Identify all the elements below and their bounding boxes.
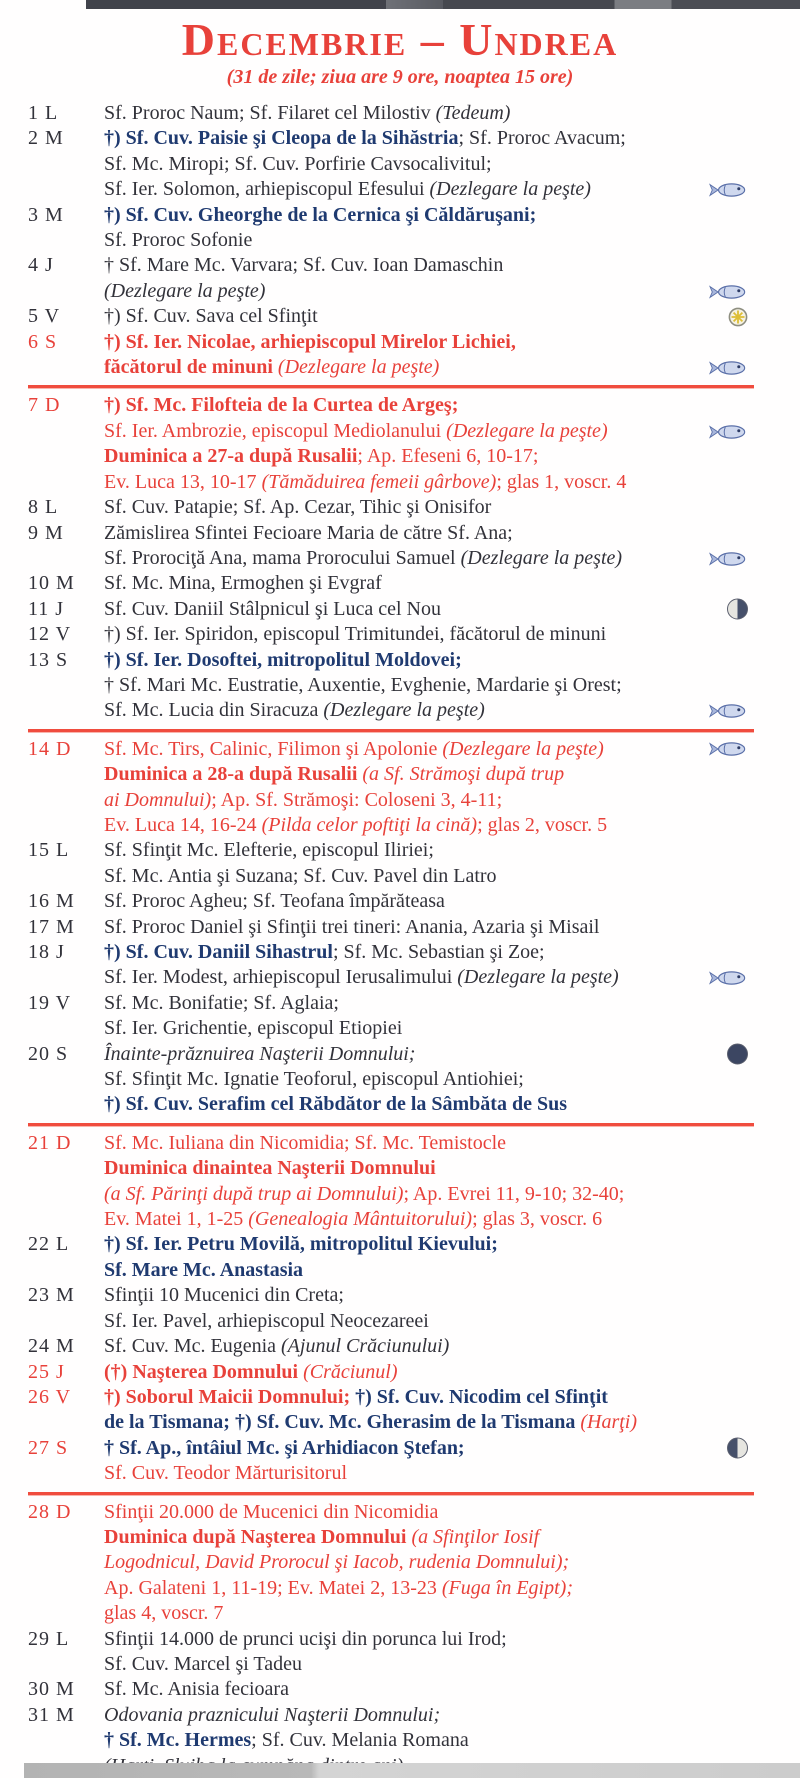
scan-edge-top xyxy=(86,0,800,9)
day-row xyxy=(28,393,788,495)
day-line xyxy=(104,1461,788,1486)
text-segment: ; Sf. Proroc Avacum; xyxy=(458,127,626,150)
day-line xyxy=(104,1258,788,1283)
day-row xyxy=(28,1131,788,1233)
day-row xyxy=(28,126,788,202)
day-label: 4 J xyxy=(28,254,54,277)
text-segment: †) Sf. Cuv. Sava cel Sfinţit xyxy=(104,305,318,328)
scan-edge-bottom xyxy=(24,1763,800,1778)
day-row xyxy=(28,203,788,254)
text-segment: (Dezlegare la peşte) xyxy=(460,546,623,569)
day-line xyxy=(104,965,788,990)
day-line xyxy=(104,571,788,596)
day-line xyxy=(104,1410,788,1435)
text-segment: Sf. Ier. Modest, arhiepiscopul Ierusalimului xyxy=(104,966,458,989)
day-label: 16 M xyxy=(28,890,75,913)
text-segment: Ev. Luca 14, 16-24 xyxy=(104,813,262,836)
day-line xyxy=(104,622,788,647)
sunday-separator xyxy=(28,385,754,388)
day-line xyxy=(104,203,788,228)
day-label: 27 S xyxy=(28,1436,69,1459)
text-segment: Sf. Cuv. Teodor Mărturisitorul xyxy=(104,1462,348,1485)
day-row xyxy=(28,1334,788,1359)
text-segment: Sf. Sfinţit Mc. Elefterie, episcopul Iliriei; xyxy=(104,839,434,862)
text-segment: Ap. Galateni 1, 11-19; Ev. Matei 2, 13-23 xyxy=(104,1576,442,1599)
text-segment: Sf. Mc. Lucia din Siracuza xyxy=(104,699,324,722)
day-label: 17 M xyxy=(28,915,75,938)
day-line xyxy=(104,915,788,940)
day-line xyxy=(104,673,788,698)
day-line xyxy=(104,813,788,838)
text-segment: Sfinţii 20.000 de Mucenici din Nicomidia xyxy=(104,1500,439,1523)
text-segment: (Fuga în Egipt); xyxy=(441,1576,573,1599)
text-segment: Sf. Sfinţit Mc. Ignatie Teoforul, episcopul Antiohiei; xyxy=(104,1068,524,1091)
day-label: 23 M xyxy=(28,1284,75,1307)
day-line xyxy=(104,864,788,889)
text-segment: (Dezlegare la peşte) xyxy=(323,699,485,722)
last-quarter-moon-icon xyxy=(727,1438,748,1459)
day-line xyxy=(104,1525,788,1550)
sunday-separator xyxy=(28,729,754,732)
day-line xyxy=(104,177,788,202)
day-line xyxy=(104,253,788,278)
day-line xyxy=(104,444,788,469)
day-row xyxy=(28,304,788,329)
dezlegare-la-peste-fish-icon xyxy=(708,550,748,568)
text-segment: ; Sf. Cuv. Melania Romana xyxy=(251,1729,469,1752)
first-quarter-moon-icon xyxy=(727,599,748,620)
text-segment: ; Ap. Evrei 11, 9-10; 32-40; xyxy=(403,1182,625,1205)
text-segment: †) Sf. Mc. Filofteia de la Curtea de Argeş; xyxy=(104,394,459,417)
day-row xyxy=(28,1500,788,1627)
day-line xyxy=(104,521,788,546)
text-segment: ; Ap. Efeseni 6, 10-17; xyxy=(357,445,539,468)
day-line xyxy=(104,1207,788,1232)
text-segment: †) Sf. Ier. Petru Movilă, mitropolitul Kievului; xyxy=(104,1233,498,1256)
text-segment: † Sf. Mari Mc. Eustratie, Auxentie, Evghenie, Mardarie şi Orest; xyxy=(104,673,622,696)
day-line xyxy=(104,1677,788,1702)
dezlegare-la-peste-fish-icon xyxy=(708,359,748,377)
text-segment: ; Sf. Mc. Sebastian şi Zoe; xyxy=(332,941,545,963)
day-list xyxy=(0,101,800,1778)
text-segment: Sfinţii 14.000 de prunci ucişi din porunca lui Irod; xyxy=(104,1627,507,1650)
dezlegare-la-peste-fish-icon xyxy=(708,423,748,441)
day-line xyxy=(104,1385,788,1410)
calendar-header xyxy=(0,0,800,89)
day-line xyxy=(104,1283,788,1308)
day-label: 8 L xyxy=(28,496,59,519)
dezlegare-la-peste-fish-icon xyxy=(708,740,748,758)
day-line xyxy=(104,126,788,151)
sunday-separator xyxy=(28,1492,754,1495)
text-segment: ai Domnului) xyxy=(104,788,212,811)
text-segment: de la Tismana; †) Sf. Cuv. Mc. Gherasim de la Tismana xyxy=(104,1411,581,1434)
text-segment: Sf. Proroc Agheu; Sf. Teofana împărăteasa xyxy=(104,890,445,913)
day-label: 31 M xyxy=(28,1703,75,1726)
dezlegare-la-peste-fish-icon xyxy=(708,283,748,301)
day-line xyxy=(104,546,788,571)
day-line xyxy=(104,1703,788,1728)
day-row xyxy=(28,495,788,520)
day-row xyxy=(28,101,788,126)
text-segment: Sf. Cuv. Daniil Stâlpnicul şi Luca cel Nou xyxy=(104,597,441,620)
text-segment: (Dezlegare la peşte) xyxy=(429,178,591,201)
day-label: 9 M xyxy=(28,521,64,544)
text-segment: Înainte-prăznuirea Naşterii Domnului; xyxy=(104,1042,416,1065)
text-segment: Sf. Mc. Mina, Ermoghen şi Evgraf xyxy=(104,572,382,595)
day-line xyxy=(104,330,788,355)
text-segment: † Sf. Mare Mc. Varvara; Sf. Cuv. Ioan Damaschin xyxy=(104,254,504,277)
text-segment: (Tămăduirea femeii gârbove) xyxy=(261,470,497,493)
day-label: 21 D xyxy=(28,1131,72,1154)
text-segment: făcătorul de minuni xyxy=(104,356,278,379)
day-line xyxy=(104,648,788,673)
text-segment: (Pilda celor poftiţi la cină) xyxy=(261,813,478,836)
text-segment: Sf. Mc. Anisia fecioara xyxy=(104,1678,289,1701)
text-segment: (Genealogia Mântuitorului) xyxy=(248,1208,473,1231)
text-segment: Sf. Ier. Grichentie, episcopul Etiopiei xyxy=(104,1017,403,1040)
text-segment: (Dezlegare la peşte) xyxy=(446,419,608,442)
day-label: 12 V xyxy=(28,623,72,646)
text-segment: †) Soborul Maicii Domnului; xyxy=(104,1385,356,1408)
day-line xyxy=(104,152,788,177)
text-segment: (Ajunul Crăciunului) xyxy=(281,1335,450,1358)
day-line xyxy=(104,1627,788,1652)
day-line xyxy=(104,1156,788,1181)
text-segment: Sf. Proroc Sofonie xyxy=(104,229,253,252)
text-segment: †) Sf. Cuv. Serafim cel Răbdător de la Sâmbăta de Sus xyxy=(104,1093,567,1116)
day-label: 15 L xyxy=(28,839,70,862)
text-segment: (Harţi) xyxy=(580,1411,638,1434)
text-segment: Duminica după Naşterea Domnului xyxy=(104,1525,412,1548)
text-segment: (a Sf. Strămoşi după trup xyxy=(362,763,565,786)
text-segment: Sf. Proroc Daniel şi Sfinţii trei tineri: Anania, Azaria şi Misail xyxy=(104,915,600,938)
day-line xyxy=(104,228,788,253)
text-segment: Ev. Matei 1, 1-25 xyxy=(104,1208,249,1231)
text-segment: (Crăciunul) xyxy=(303,1360,398,1383)
text-segment: Sf. Mc. Miropi; Sf. Cuv. Porfirie Cavsocalivitul; xyxy=(104,152,492,175)
text-segment: Zămislirea Sfintei Fecioare Maria de către Sf. Ana; xyxy=(104,521,513,544)
text-segment: †) Sf. Ier. Nicolae, arhiepiscopul Mirelor Lichiei, xyxy=(104,330,516,353)
day-label: 6 S xyxy=(28,330,58,353)
day-label: 30 M xyxy=(28,1678,75,1701)
day-line xyxy=(104,737,788,762)
day-line xyxy=(104,1728,788,1753)
day-line xyxy=(104,495,788,520)
text-segment: Logodnicul, David Prorocul şi Iacob, rudenia Domnului); xyxy=(104,1551,570,1574)
day-label: 7 D xyxy=(28,394,61,417)
text-segment: Sf. Cuv. Marcel şi Tadeu xyxy=(104,1652,303,1675)
text-segment: Sf. Proroc Naum; Sf. Filaret cel Milostiv xyxy=(104,102,436,124)
day-label: 18 J xyxy=(28,941,65,963)
text-segment: ; glas 1, voscr. 4 xyxy=(496,470,627,493)
text-segment: (Dezlegare la peşte) xyxy=(277,356,440,379)
day-line xyxy=(104,597,788,622)
day-row xyxy=(28,991,788,1042)
day-line xyxy=(104,1182,788,1207)
text-segment: † Sf. Ap., întâiul Mc. şi Arhidiacon Ştefan; xyxy=(104,1436,465,1459)
text-segment: †) Sf. Ier. Spiridon, episcopul Trimitundei, făcătorul de minuni xyxy=(104,623,607,646)
text-segment: ; glas 2, voscr. 5 xyxy=(477,813,608,836)
text-segment: Sf. Mc. Antia şi Suzana; Sf. Cuv. Pavel din Latro xyxy=(104,864,497,887)
day-row xyxy=(28,1360,788,1385)
text-segment: Sf. Prorociţă Ana, mama Prorocului Samuel xyxy=(104,546,461,569)
day-line xyxy=(104,1576,788,1601)
day-line xyxy=(104,1436,788,1461)
text-segment: (Dezlegare la peşte) xyxy=(457,966,619,989)
day-line xyxy=(104,1309,788,1334)
day-line xyxy=(104,1232,788,1257)
day-line xyxy=(104,889,788,914)
day-line xyxy=(104,419,788,444)
text-segment: Sf. Mare Mc. Anastasia xyxy=(104,1258,304,1281)
day-line xyxy=(104,101,788,126)
day-line xyxy=(104,1500,788,1525)
day-row xyxy=(28,737,788,839)
dezlegare-la-peste-fish-icon xyxy=(708,181,748,199)
day-line xyxy=(104,304,788,329)
day-row xyxy=(28,1677,788,1702)
day-label: 13 S xyxy=(28,648,69,671)
text-segment: (Dezlegare la peşte) xyxy=(442,737,604,760)
day-row xyxy=(28,1232,788,1283)
day-line xyxy=(104,470,788,495)
day-row xyxy=(28,889,788,914)
day-line xyxy=(104,1016,788,1041)
day-row xyxy=(28,1042,788,1118)
day-row xyxy=(28,571,788,596)
day-row xyxy=(28,622,788,647)
day-label: 20 S xyxy=(28,1042,69,1065)
day-row xyxy=(28,1385,788,1436)
day-label: 11 J xyxy=(28,597,65,620)
day-row xyxy=(28,1627,788,1678)
day-row xyxy=(28,915,788,940)
day-line xyxy=(104,838,788,863)
day-line xyxy=(104,1360,788,1385)
page-subtitle: (31 de zile; ziua are 9 ore, noaptea 15 ore) xyxy=(226,66,574,88)
text-segment: † Sf. Mc. Hermes xyxy=(104,1729,252,1752)
day-label: 14 D xyxy=(28,737,72,760)
text-segment: Duminica a 28-a după Rusalii xyxy=(104,763,363,786)
text-segment: glas 4, voscr. 7 xyxy=(104,1602,224,1625)
day-line xyxy=(104,940,788,965)
page-title: Decembrie – Undrea xyxy=(181,14,619,65)
day-line xyxy=(104,788,788,813)
day-line xyxy=(104,1092,788,1117)
day-line xyxy=(104,279,788,304)
day-label: 19 V xyxy=(28,991,72,1014)
text-segment: Sf. Mc. Bonifatie; Sf. Aglaia; xyxy=(104,991,339,1014)
text-segment: (Tedeum) xyxy=(435,102,511,124)
text-segment: (a Sf. Părinţi după trup ai Domnului) xyxy=(104,1182,404,1205)
text-segment: Sf. Cuv. Patapie; Sf. Ap. Cezar, Tihic şi Onisifor xyxy=(104,496,492,519)
day-line xyxy=(104,1334,788,1359)
text-segment: Odovania praznicului Naşterii Domnului; xyxy=(104,1703,441,1726)
day-label: 29 L xyxy=(28,1627,70,1650)
day-row xyxy=(28,597,788,622)
day-label: 25 J xyxy=(28,1360,65,1383)
day-row xyxy=(28,330,788,381)
new-moon-icon xyxy=(727,1044,748,1065)
day-line xyxy=(104,762,788,787)
day-line xyxy=(104,1652,788,1677)
day-label: 24 M xyxy=(28,1335,75,1358)
day-line xyxy=(104,1550,788,1575)
text-segment: Sf. Mc. Iuliana din Nicomidia; Sf. Mc. Temistocle xyxy=(104,1131,507,1154)
day-row xyxy=(28,838,788,889)
day-label: 28 D xyxy=(28,1500,72,1523)
text-segment: †) Sf. Ier. Dosoftei, mitropolitul Moldovei; xyxy=(104,648,462,671)
day-label: 1 L xyxy=(28,102,59,124)
day-label: 26 V xyxy=(28,1385,72,1408)
day-line xyxy=(104,355,788,380)
text-segment: (†) Naşterea Domnului xyxy=(104,1360,304,1383)
day-label: 22 L xyxy=(28,1233,70,1256)
day-line xyxy=(104,1067,788,1092)
text-segment: Sf. Ier. Ambrozie, episcopul Mediolanului xyxy=(104,419,447,442)
text-segment: †) Sf. Cuv. Paisie şi Cleopa de la Sihăstria xyxy=(104,127,459,150)
text-segment: Duminica a 27-a după Rusalii xyxy=(104,445,358,468)
text-segment: Sfinţii 10 Mucenici din Creta; xyxy=(104,1284,344,1307)
day-row xyxy=(28,1283,788,1334)
text-segment: †) Sf. Cuv. Nicodim cel Sfinţit xyxy=(355,1385,608,1408)
day-line xyxy=(104,393,788,418)
day-line xyxy=(104,1042,788,1067)
sunday-separator xyxy=(28,1123,754,1126)
day-row xyxy=(28,1436,788,1487)
text-segment: †) Sf. Cuv. Gheorghe de la Cernica şi Căldăruşani; xyxy=(104,203,537,226)
dezlegare-la-peste-fish-icon xyxy=(708,702,748,720)
day-row xyxy=(28,648,788,724)
day-line xyxy=(104,1131,788,1156)
day-line xyxy=(104,991,788,1016)
text-segment: (a Sfinţilor Iosif xyxy=(411,1525,540,1548)
day-label: 3 M xyxy=(28,203,64,226)
day-row xyxy=(28,940,788,991)
text-segment: Duminica dinaintea Naşterii Domnului xyxy=(104,1157,436,1180)
day-label: 5 V xyxy=(28,305,61,328)
text-segment: Sf. Mc. Tirs, Calinic, Filimon şi Apolonie xyxy=(104,737,443,760)
text-segment: ; Ap. Sf. Strămoşi: Coloseni 3, 4-11; xyxy=(211,788,503,811)
text-segment: Sf. Ier. Solomon, arhiepiscopul Efesului xyxy=(104,178,430,201)
text-segment: Ev. Luca 13, 10-17 xyxy=(104,470,262,493)
day-line xyxy=(104,698,788,723)
day-label: 2 M xyxy=(28,127,64,150)
day-label: 10 M xyxy=(28,572,75,595)
text-segment: (Dezlegare la peşte) xyxy=(104,279,266,302)
dezlegare-la-peste-fish-icon xyxy=(708,969,748,987)
day-line xyxy=(104,1601,788,1626)
day-row xyxy=(28,521,788,572)
text-segment: †) Sf. Cuv. Daniil Sihastrul xyxy=(104,941,333,963)
text-segment: Sf. Cuv. Mc. Eugenia xyxy=(104,1335,282,1358)
cross-in-circle-icon xyxy=(728,307,748,327)
day-row xyxy=(28,253,788,304)
text-segment: ; glas 3, voscr. 6 xyxy=(472,1208,603,1231)
text-segment: Sf. Ier. Pavel, arhiepiscopul Neocezareei xyxy=(104,1309,429,1332)
